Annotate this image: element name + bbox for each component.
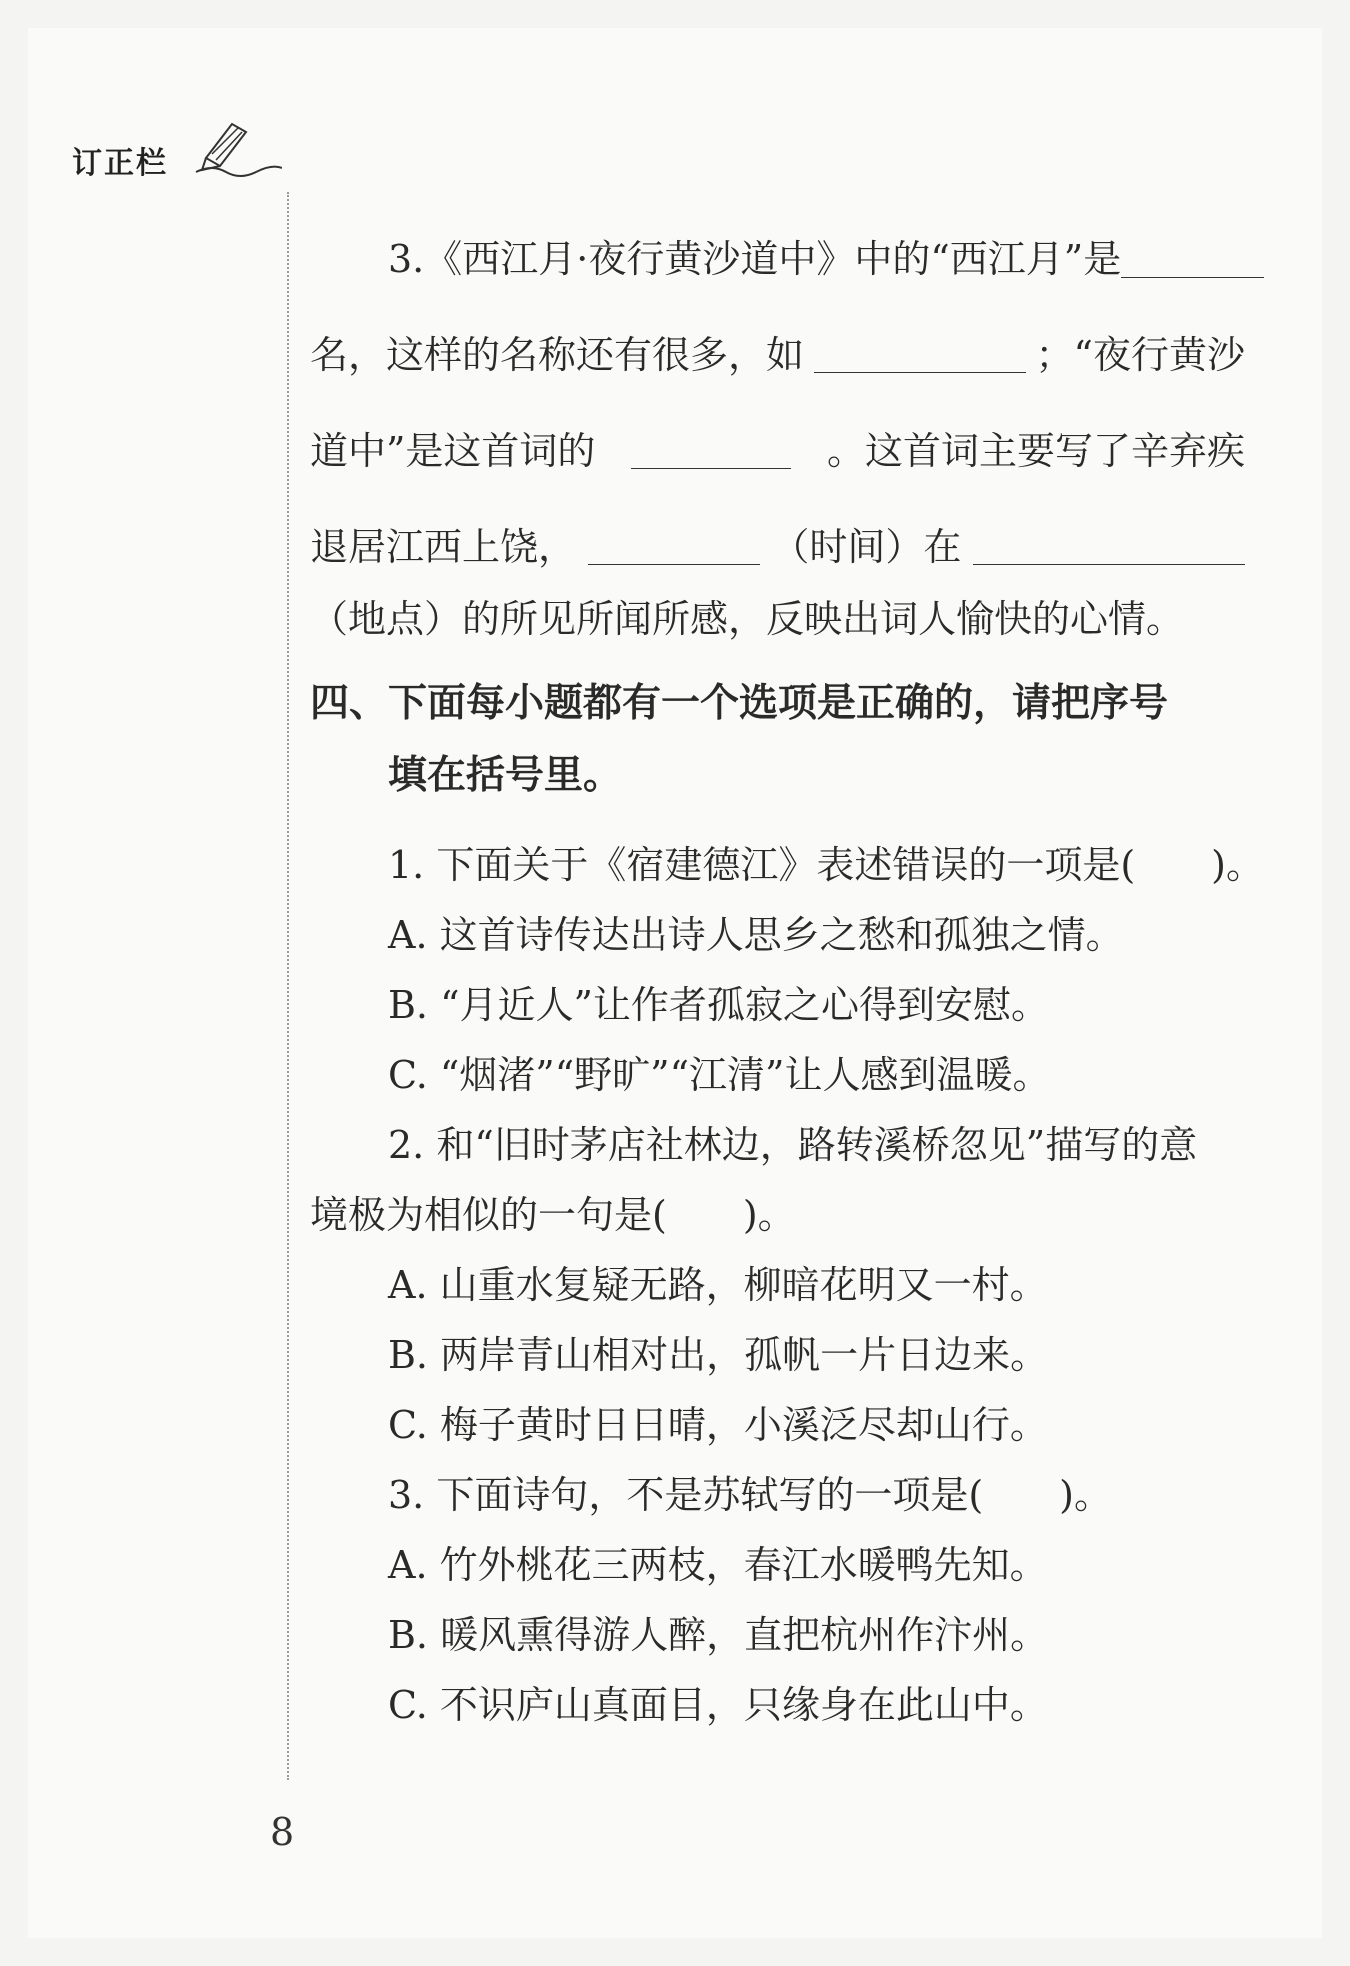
q3-fill-line-5: （地点）的所见所闻所感，反映出词人愉快的心情。: [310, 597, 1185, 641]
correction-column-label: 订正栏: [72, 146, 168, 181]
text: 名，这样的名称还有很多，如: [310, 333, 805, 377]
pencil-icon: [192, 118, 282, 178]
question-1-option-c[interactable]: C. “烟渚”“野旷”“江清”让人感到温暖。: [388, 1053, 1051, 1097]
question-3-option-a[interactable]: A. 竹外桃花三两枝，春江水暖鸭先知。: [388, 1543, 1048, 1587]
q3-fill-line-1: [310, 237, 1245, 281]
text: 。这首词主要写了辛弃疾: [826, 429, 1245, 473]
answer-blank[interactable]: [814, 336, 1026, 373]
question-2-stem-cont: 境极为相似的一句是( )。: [310, 1193, 796, 1237]
question-2-option-a[interactable]: A. 山重水复疑无路，柳暗花明又一村。: [388, 1263, 1048, 1307]
answer-blank[interactable]: [588, 528, 760, 565]
question-1-stem: 1. 下面关于《宿建德江》表述错误的一项是( )。: [388, 843, 1264, 887]
q3-fill-line-2: [310, 333, 1245, 377]
question-2-stem: 2. 和“旧时茅店社林边，路转溪桥忽见”描写的意: [388, 1123, 1198, 1167]
page-number: 8: [270, 1810, 295, 1854]
q3-fill-line-3: [310, 429, 1245, 473]
text: 退居江西上饶，: [310, 525, 577, 569]
question-2-option-c[interactable]: C. 梅子黄时日日晴，小溪泛尽却山行。: [388, 1403, 1048, 1447]
answer-blank[interactable]: [1121, 241, 1264, 278]
q3-fill-line-4: [310, 525, 1245, 569]
section-heading-cont: 填在括号里。: [388, 753, 623, 798]
answer-blank[interactable]: [631, 432, 791, 469]
text: 3.《西江月·夜行黄沙道中》中的“西江月”是: [388, 237, 1122, 281]
text: ；“夜行黄沙: [1035, 333, 1245, 377]
margin-divider: [287, 192, 289, 1780]
question-1-option-b[interactable]: B. “月近人”让作者孤寂之心得到安慰。: [388, 983, 1049, 1027]
question-3-stem: 3. 下面诗句，不是苏轼写的一项是( )。: [388, 1473, 1112, 1517]
section-heading: 四、下面每小题都有一个选项是正确的，请把序号: [310, 681, 1169, 726]
question-3-option-b[interactable]: B. 暖风熏得游人醉，直把杭州作汴州。: [388, 1613, 1049, 1657]
answer-blank[interactable]: [973, 528, 1245, 565]
text: 道中”是这首词的: [310, 429, 596, 473]
question-1-option-a[interactable]: A. 这首诗传达出诗人思乡之愁和孤独之情。: [388, 913, 1124, 957]
question-2-option-b[interactable]: B. 两岸青山相对出，孤帆一片日边来。: [388, 1333, 1049, 1377]
text: （时间）在: [771, 525, 962, 569]
question-3-option-c[interactable]: C. 不识庐山真面目，只缘身在此山中。: [388, 1683, 1048, 1727]
